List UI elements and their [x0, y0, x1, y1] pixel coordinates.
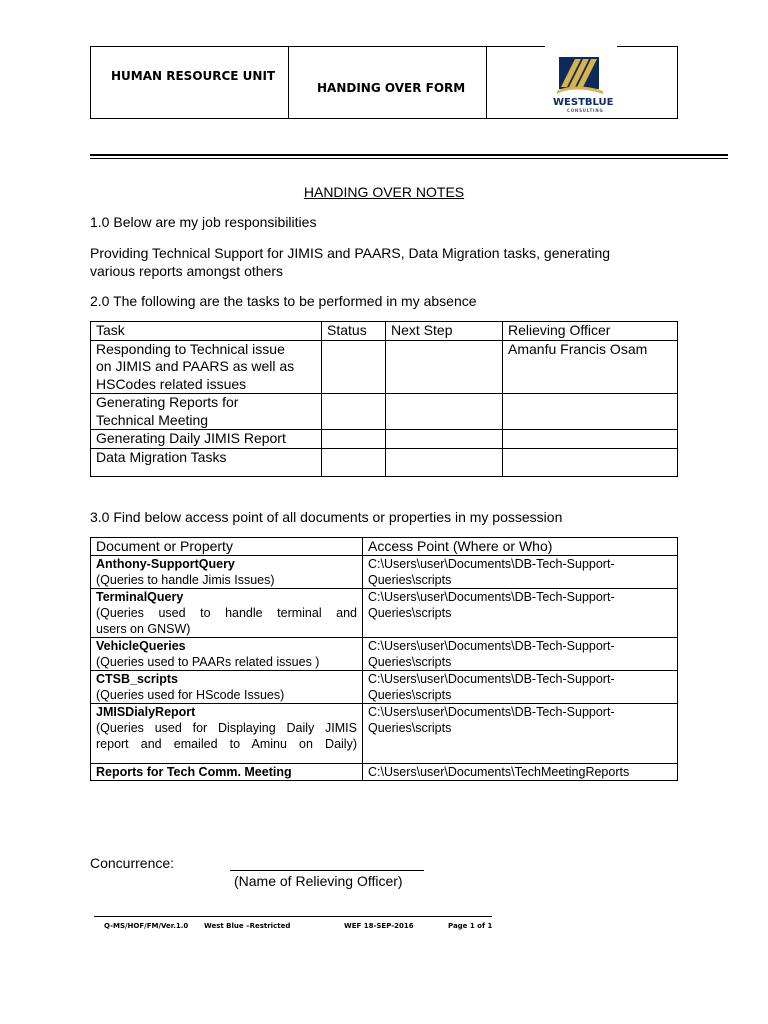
document-desc: (Queries used for Displaying Daily JIMIS — [96, 721, 357, 735]
document-cell — [91, 671, 363, 704]
col-header-access-point: Access Point (Where or Who) — [363, 538, 678, 556]
divider-rule-thin — [90, 158, 728, 159]
document-desc: report and emailed to Aminu on Daily) — [96, 737, 357, 751]
header-logo-cell — [487, 47, 677, 118]
access-path: C:\Users\user\Documents\TechMeetingReports — [368, 765, 630, 779]
officer-cell: Amanfu Francis Osam — [503, 340, 678, 394]
table-row — [91, 430, 678, 449]
access-cell — [363, 671, 678, 704]
table-row — [91, 394, 678, 430]
access-cell — [363, 638, 678, 671]
document-header — [90, 46, 678, 119]
header-title-cell — [289, 47, 487, 118]
task-line: Generating Reports for — [96, 394, 239, 410]
header-unit: HUMAN RESOURCE UNIT — [111, 69, 276, 83]
status-cell — [322, 448, 386, 476]
document-cell — [91, 589, 363, 638]
access-path: Queries\scripts — [368, 721, 452, 735]
task-line: Technical Meeting — [96, 411, 209, 428]
task-line: on JIMIS and PAARS as well as — [96, 358, 295, 374]
table-row — [91, 671, 678, 704]
officer-cell — [503, 448, 678, 476]
col-header-next-step: Next Step — [386, 322, 503, 341]
footer-effective-date: WEF 18-SEP-2016 — [344, 922, 414, 930]
border-gap — [545, 44, 617, 50]
access-path: Queries\scripts — [368, 573, 452, 587]
document-desc: (Queries used for HScode Issues) — [96, 688, 285, 702]
access-cell — [363, 704, 678, 764]
document-desc: users on GNSW) — [96, 622, 191, 636]
next-step-cell — [386, 448, 503, 476]
document-cell — [91, 764, 363, 781]
col-header-document: Document or Property — [91, 538, 363, 556]
col-header-task: Task — [91, 322, 322, 341]
document-name: JMISDialyReport — [96, 705, 196, 719]
access-path: C:\Users\user\Documents\DB-Tech-Support- — [368, 557, 615, 571]
divider-rule — [90, 154, 728, 156]
table-row — [91, 448, 678, 476]
document-cell — [91, 556, 363, 589]
table-row — [91, 638, 678, 671]
status-cell — [322, 340, 386, 394]
document-cell — [91, 704, 363, 764]
signature-caption: (Name of Relieving Officer) — [234, 873, 403, 889]
table-header-row — [91, 538, 678, 556]
access-path: Queries\scripts — [368, 655, 452, 669]
footer-classification: West Blue –Restricted — [204, 922, 291, 930]
footer-page-number: Page 1 of 1 — [448, 922, 493, 930]
access-path: Queries\scripts — [368, 606, 452, 620]
header-form-title: HANDING OVER FORM — [317, 81, 466, 95]
task-line: Data Migration Tasks — [96, 448, 227, 465]
access-path: C:\Users\user\Documents\DB-Tech-Support- — [368, 672, 615, 686]
task-line: HSCodes related issues — [96, 375, 247, 392]
document-name: Reports for Tech Comm. Meeting — [96, 765, 292, 779]
task-line: Responding to Technical issue — [96, 340, 285, 357]
table-row — [91, 340, 678, 394]
document-name: CTSB_scripts — [96, 672, 178, 686]
footer-doc-code: Q-MS/HOF/FM/Ver.1.0 — [104, 922, 189, 930]
section2-heading: 2.0 The following are the tasks to be performed in my absence — [90, 293, 477, 309]
access-path: C:\Users\user\Documents\DB-Tech-Support- — [368, 590, 615, 604]
table-row — [91, 764, 678, 781]
task-cell — [91, 448, 322, 476]
table-row — [91, 589, 678, 638]
table-header-row — [91, 322, 678, 341]
next-step-cell — [386, 394, 503, 430]
section1-body-line2: various reports amongst others — [90, 263, 283, 279]
documents-table — [90, 537, 678, 781]
access-path: C:\Users\user\Documents\DB-Tech-Support- — [368, 705, 615, 719]
westblue-logo — [553, 57, 613, 113]
notes-title: HANDING OVER NOTES — [303, 184, 465, 200]
table-row — [91, 704, 678, 764]
section1-heading: 1.0 Below are my job responsibilities — [90, 214, 317, 230]
table-row — [91, 556, 678, 589]
document-cell — [91, 638, 363, 671]
task-cell — [91, 394, 322, 430]
section1-body-line1: Providing Technical Support for JIMIS and PAARS, Data Migration tasks, generating — [90, 245, 611, 261]
section3-heading: 3.0 Find below access point of all documents or properties in my possession — [90, 509, 563, 525]
officer-cell — [503, 430, 678, 449]
status-cell — [322, 394, 386, 430]
task-line: Generating Daily JIMIS Report — [96, 430, 286, 446]
status-cell — [322, 430, 386, 449]
concurrence-label: Concurrence: — [90, 855, 175, 871]
tasks-table — [90, 321, 678, 477]
access-path: C:\Users\user\Documents\DB-Tech-Support- — [368, 639, 615, 653]
signature-line — [230, 870, 424, 871]
document-name: Anthony-SupportQuery — [96, 557, 235, 571]
officer-cell — [503, 394, 678, 430]
task-cell — [91, 430, 322, 449]
logo-text: WESTBLUE — [553, 97, 613, 108]
access-cell — [363, 556, 678, 589]
document-desc: (Queries used to PAARs related issues ) — [96, 655, 320, 669]
document-name: TerminalQuery — [96, 590, 184, 604]
next-step-cell — [386, 340, 503, 394]
access-cell — [363, 589, 678, 638]
next-step-cell — [386, 430, 503, 449]
col-header-status: Status — [322, 322, 386, 341]
access-cell — [363, 764, 678, 781]
document-desc: (Queries to handle Jimis Issues) — [96, 573, 275, 587]
document-desc: (Queries used to handle terminal and — [96, 606, 357, 620]
access-path: Queries\scripts — [368, 688, 452, 702]
task-cell — [91, 340, 322, 394]
col-header-relieving-officer: Relieving Officer — [503, 322, 678, 341]
logo-subtext: CONSULTING — [567, 108, 604, 113]
footer-rule — [94, 916, 492, 917]
document-name: VehicleQueries — [96, 639, 186, 653]
header-unit-cell — [91, 47, 289, 118]
